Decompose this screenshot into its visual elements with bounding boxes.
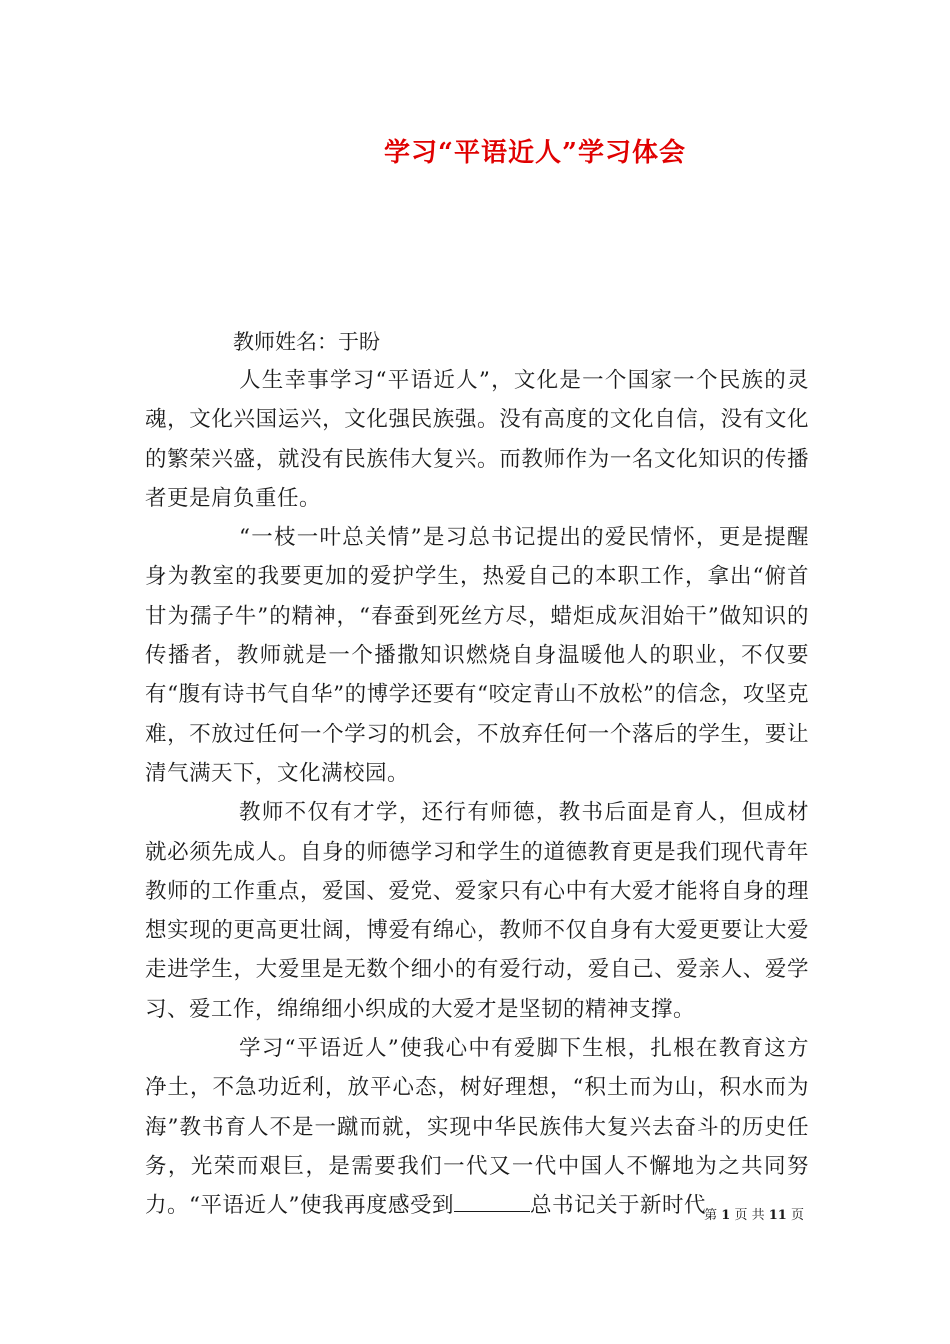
fill-in-blank [454, 1189, 530, 1212]
author-line: 教师姓名：于盼 [233, 330, 380, 354]
paragraph: “一枝一叶总关情”是习总书记提出的爱民情怀，更是提醒身为教室的我要更加的爱护学生，热爱自己的本职工作，拿出“俯首甘为孺子牛”的精神，“春蚕到死丝方尽，蜡炬成灰泪始干”做知识的传播者，教师就是一个播撒知识燃烧自身温暖他人的职业，不仅要有“腹有诗书气自华”的博学还要有“咬定青山不放松”的信念，攻坚克难，不放过任何一个学习的机会，不放弃任何一个落后的学生，要让清气满天下，文化满校园。 [145, 525, 809, 786]
footer-page-number: 1 [721, 1208, 731, 1223]
footer-middle: 页 共 [734, 1208, 765, 1223]
paragraph: 人生幸事学习“平语近人”，文化是一个国家一个民族的灵魂，文化兴国运兴，文化强民族强。没有高度的文化自信，没有文化的繁荣兴盛，就没有民族伟大复兴。而教师作为一名文化知识的传播者更是肩负重任。 [145, 368, 809, 511]
footer-total-pages: 11 [768, 1208, 787, 1223]
document-title: 学习“平语近人”学习体会 [384, 138, 686, 168]
page-footer [704, 1204, 804, 1223]
document-body [145, 361, 809, 1226]
paragraph-last [145, 1029, 809, 1225]
paragraph: 教师不仅有才学，还行有师德，教书后面是育人，但成材就必须先成人。自身的师德学习和学生的道德教育更是我们现代青年教师的工作重点，爱国、爱党、爱家只有心中有大爱才能将自身的理想实现的更高更壮阔，博爱有绵心，教师不仅自身有大爱更要让大爱走进学生，大爱里是无数个细小的有爱行动，爱自己、爱亲人、爱学习、爱工作，绵绵细小织成的大爱才是坚韧的精神支撑。 [145, 800, 809, 1022]
footer-prefix: 第 [704, 1208, 718, 1223]
paragraph-last-end: 总书记关于新时代 [529, 1193, 706, 1219]
footer-suffix: 页 [790, 1208, 804, 1223]
paragraph-last-start: 学习“平语近人”使我心中有爱脚下生根，扎根在教育这方净土，不急功近利，放平心态，树好理想，“积土而为山，积水而为海”教书育人不是一蹴而就，实现中华民族伟大复兴去奋斗的历史任务，光荣而艰巨，是需要我们一代又一代中国人不懈地为之共同努力。“平语近人”使我再度感受到 [145, 1036, 809, 1219]
